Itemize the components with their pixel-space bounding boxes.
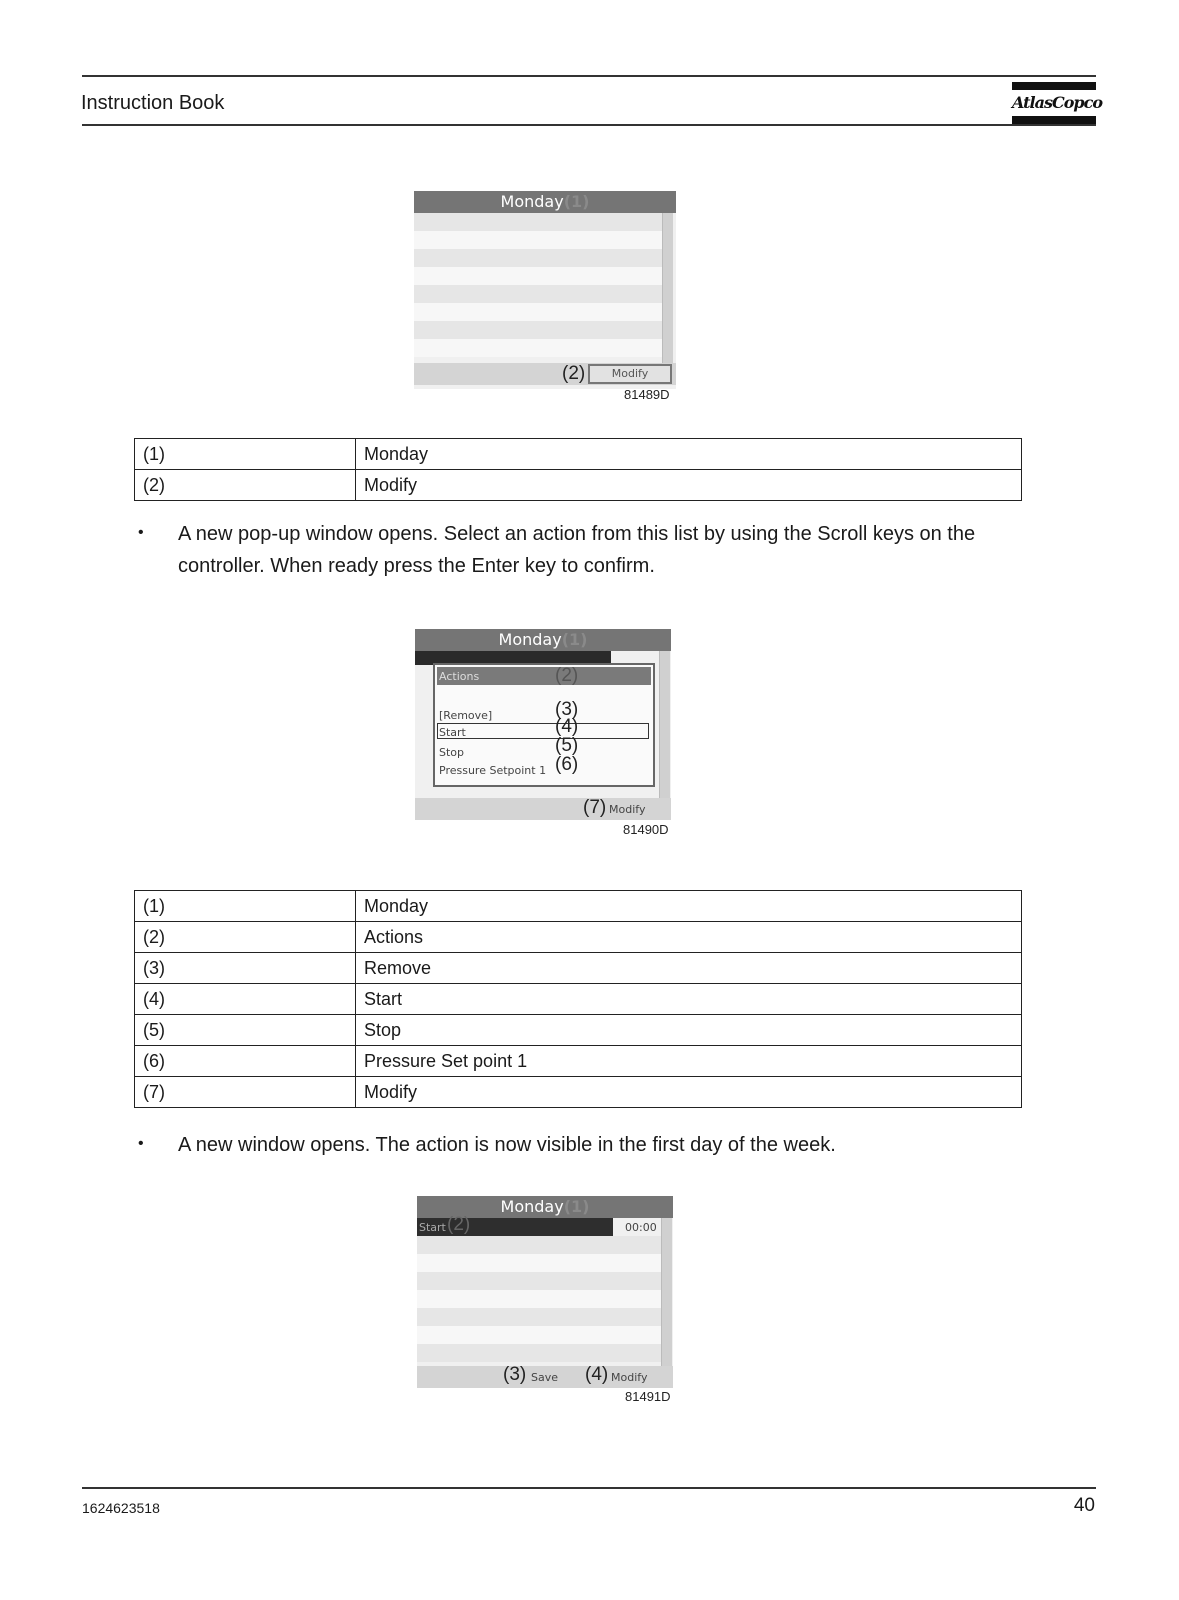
header-bottom-rule [82,124,1096,126]
save-label[interactable]: Save [531,1371,559,1384]
callout-remove: (3) [555,699,579,720]
callout-actions: (2) [555,665,579,686]
table-row: (6) Pressure Set point 1 [135,1046,1022,1077]
figure-actions-screen [415,629,671,820]
screen-title: Monday(1) [414,191,676,213]
figure-code: 81490D [623,822,669,837]
callout-stop: (5) [555,735,579,756]
schedule-row-action: Start [419,1221,446,1234]
scrollbar[interactable] [659,651,670,798]
header-top-rule [82,75,1096,77]
callout-start: (4) [555,716,579,737]
table-row: (4) Start [135,984,1022,1015]
screen-title: Monday(1) [415,629,671,651]
atlas-copco-logo: AtlasCopco [1012,82,1096,124]
figure-monday-screen [414,191,676,389]
menu-item-stop[interactable]: Stop [439,746,465,759]
figure-monday-start-screen [417,1196,673,1388]
modify-label[interactable]: Modify [609,803,646,816]
callout-modify: (7) [583,797,607,818]
document-number: 1624623518 [82,1500,160,1516]
footer-rule [82,1487,1096,1489]
table-row: (3) Remove [135,953,1022,984]
popup-title: Actions [439,670,480,683]
table-row: (2) Actions [135,922,1022,953]
legend-table-2 [134,890,1022,1108]
actions-popup [433,663,655,787]
figure-code: 81489D [624,387,670,402]
menu-item-remove[interactable]: [Remove] [439,709,493,722]
callout-save: (3) [503,1364,527,1385]
page-number: 40 [1073,1495,1095,1516]
table-row: (1) Monday [135,891,1022,922]
bullet-paragraph: A new window opens. The action is now visible in the first day of the week. [178,1134,836,1156]
callout-row: (2) [447,1214,471,1235]
bullet-marker: • [138,524,144,541]
table-row: (7) Modify [135,1077,1022,1108]
bullet-marker: • [138,1135,144,1152]
modify-label[interactable]: Modify [611,1371,648,1384]
bullet-paragraph: A new pop-up window opens. Select an action from this list by using the Scroll keys on the controller. When ready press the Enter key to confirm. [178,523,976,577]
table-row: (2) Modify [135,470,1022,501]
screen-title: Monday(1) [417,1196,673,1218]
figure-code: 81491D [625,1389,671,1404]
menu-item-pressure-setpoint[interactable]: Pressure Setpoint 1 [439,764,547,777]
header-title: Instruction Book [81,92,225,114]
menu-item-start[interactable]: Start [439,726,466,739]
scrollbar[interactable] [661,1218,672,1366]
schedule-row-time: 00:00 [625,1221,657,1234]
legend-table-1 [134,438,1022,501]
callout-modify: (2) [562,363,586,384]
table-row: (5) Stop [135,1015,1022,1046]
modify-button[interactable]: Modify [588,364,672,384]
callout-pressure-setpoint: (6) [555,754,579,775]
table-row: (1) Monday [135,439,1022,470]
callout-modify: (4) [585,1364,609,1385]
selection-box [437,723,649,739]
scrollbar[interactable] [662,213,673,363]
